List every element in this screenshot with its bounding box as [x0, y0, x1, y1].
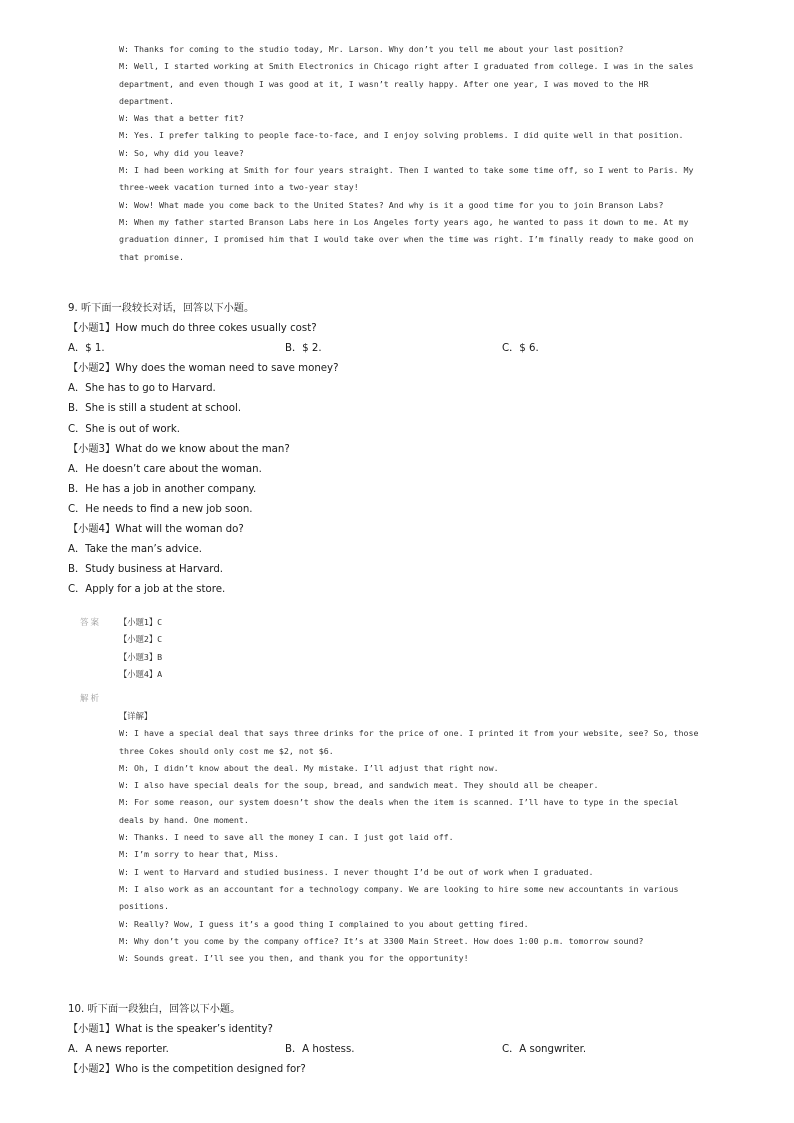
option-c: C．He needs to find a new job soon. — [68, 503, 253, 515]
sub-question-2: 【小题2】Why does the woman need to save money? — [68, 363, 339, 375]
sub-question-1: 【小题1】What is the speaker’s identity? — [68, 1024, 273, 1036]
option-b: B．A hostess. — [285, 1044, 355, 1056]
sub-question-2: 【小题2】Who is the competition designed for? — [68, 1064, 306, 1076]
options-row — [68, 1040, 748, 1060]
analysis-line: M: For some reason, our system doesn’t show the deals when the item is scanned. I’ll have to type in the special — [119, 797, 679, 808]
analysis-line: M: I’m sorry to hear that, Miss. — [119, 849, 279, 860]
analysis-line: 【详解】 — [119, 711, 153, 721]
transcript-line: W: Thanks for coming to the studio today, Mr. Larson. Why don’t you tell me about your last position? — [119, 44, 624, 54]
option-b: B．She is still a student at school. — [68, 403, 242, 415]
option-c: C．A songwriter. — [502, 1044, 587, 1056]
transcript-line: M: Yes. I prefer talking to people face-to-face, and I enjoy solving problems. I did quite well in that position. — [119, 130, 684, 141]
option-c: C．Apply for a job at the store. — [68, 584, 226, 596]
analysis-line: deals by hand. One moment. — [119, 814, 249, 825]
answer-list — [119, 614, 162, 683]
option-a: A．$ 1. — [68, 343, 105, 355]
option-a: A．He doesn’t care about the woman. — [68, 463, 262, 475]
analysis-line: M: Why don’t you come by the company office? It’s at 3300 Main Street. How does 1:00 p.m. tomorrow sound? — [119, 935, 644, 946]
analysis-line: W: I have a special deal that says three drinks for the price of one. I printed it from your website, see? So, those — [119, 728, 699, 739]
option-a: A．Take the man’s advice. — [68, 544, 203, 556]
transcript-line: graduation dinner, I promised him that I would take over when the time was right. I’m finally ready to make good on — [119, 234, 694, 245]
transcript-line: department. — [119, 95, 174, 106]
answer-item: 【小题2】C — [119, 634, 163, 645]
question-heading: 10. 听下面一段独白，回答以下小题。 — [68, 1004, 241, 1015]
answer-item: 【小题4】A — [119, 668, 163, 679]
previous-transcript — [119, 41, 709, 266]
analysis-line: W: Thanks. I need to save all the money I can. I just got laid off. — [119, 832, 454, 843]
question-10 — [68, 1000, 748, 1080]
analysis-line: M: I also work as an accountant for a technology company. We are looking to hire some new accountants in various — [119, 883, 679, 894]
transcript-line: M: When my father started Branson Labs here in Los Angeles forty years ago, he wanted to pass it down to me. At my — [119, 216, 689, 227]
analysis-line: W: Really? Wow, I guess it’s a good thing I complained to you about getting fired. — [119, 918, 529, 929]
option-a: A．She has to go to Harvard. — [68, 383, 216, 395]
analysis-line: three Cokes should only cost me $2, not $6. — [119, 745, 334, 756]
analysis-line: positions. — [119, 901, 169, 912]
transcript-line: that promise. — [119, 251, 184, 262]
option-b: B．$ 2. — [285, 343, 322, 355]
sub-question-4: 【小题4】What will the woman do? — [68, 524, 244, 536]
question-heading: 9. 听下面一段较长对话，回答以下小题。 — [68, 303, 255, 314]
answer-label: 答案 — [80, 618, 102, 628]
analysis-line: M: Oh, I didn’t know about the deal. My mistake. I’ll adjust that right now. — [119, 762, 499, 773]
transcript-line: W: So, why did you leave? — [119, 147, 244, 158]
option-a: A．A news reporter. — [68, 1044, 169, 1056]
option-b: B．He has a job in another company. — [68, 483, 257, 495]
option-b: B．Study business at Harvard. — [68, 564, 224, 576]
answer-item: 【小题3】B — [119, 651, 163, 662]
transcript-line: W: Wow! What made you come back to the United States? And why is it a good time for you to join Branson Labs? — [119, 199, 664, 210]
analysis-label: 解析 — [80, 694, 102, 704]
analysis-line: W: I also have special deals for the soup, bread, and sandwich meat. They should all be cheaper. — [119, 780, 599, 791]
sub-question-1: 【小题1】How much do three cokes usually cost? — [68, 323, 317, 335]
analysis-line: W: I went to Harvard and studied business. I never thought I’d be out of work when I graduated. — [119, 866, 594, 877]
question-9 — [68, 299, 748, 600]
option-c: C．She is out of work. — [68, 423, 180, 435]
transcript-line: W: Was that a better fit? — [119, 113, 244, 124]
transcript-line: M: Well, I started working at Smith Electronics in Chicago right after I graduated from college. I was in the sales — [119, 61, 694, 72]
analysis-transcript — [119, 708, 709, 967]
options-row — [68, 339, 748, 359]
transcript-line: three-week vacation turned into a two-year stay! — [119, 182, 359, 193]
transcript-line: department, and even though I was good at it, I wasn’t really happy. After one year, I was moved to the HR — [119, 78, 649, 89]
analysis-line: W: Sounds great. I’ll see you then, and thank you for the opportunity! — [119, 953, 469, 964]
option-c: C．$ 6. — [502, 343, 539, 355]
transcript-line: M: I had been working at Smith for four years straight. Then I wanted to take some time off, so I went to Paris. My — [119, 165, 694, 176]
sub-question-3: 【小题3】What do we know about the man? — [68, 443, 290, 455]
answer-item: 【小题1】C — [119, 617, 163, 627]
